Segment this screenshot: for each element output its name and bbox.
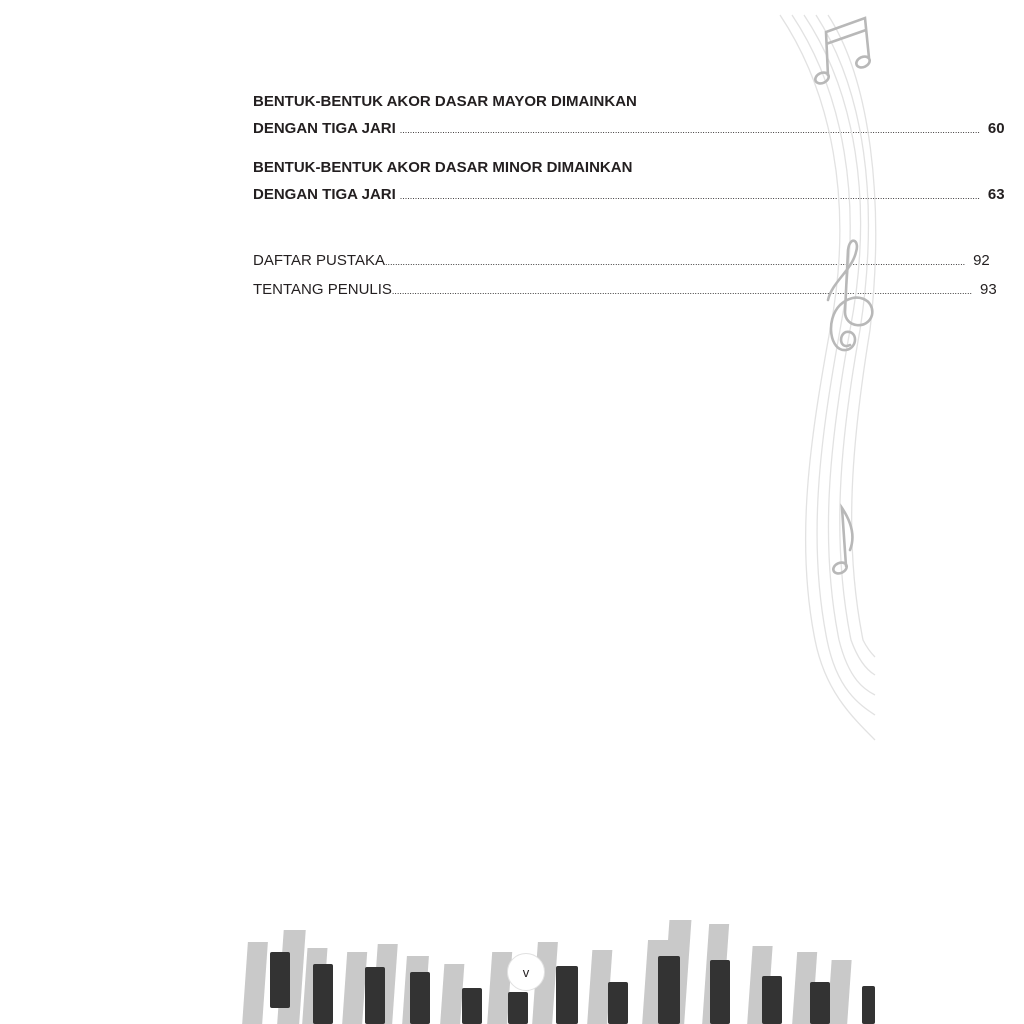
toc-entry-title-cont: DENGAN TIGA JARI	[253, 186, 396, 203]
toc-entry-tentang-penulis[interactable]	[253, 276, 997, 305]
dot-leader: ........................................................................................................................................................................................................................................	[399, 191, 980, 201]
toc-entry-title: BENTUK-BENTUK AKOR DASAR MINOR DIMAINKAN	[253, 159, 633, 176]
toc-entry-daftar-pustaka[interactable]	[253, 247, 990, 276]
toc-page-number: 92	[973, 252, 990, 269]
toc-page-number: 93	[980, 281, 997, 298]
table-of-contents	[253, 88, 1005, 305]
page-number-badge	[507, 953, 545, 991]
page-number: v	[522, 964, 530, 980]
toc-entry-major-chords[interactable]	[253, 88, 1005, 144]
toc-entry-title: BENTUK-BENTUK AKOR DASAR MAYOR DIMAINKAN	[253, 93, 637, 110]
music-staff-notes-icon	[770, 0, 875, 740]
toc-page-number: 60	[987, 120, 1005, 137]
toc-entry-title: DAFTAR PUSTAKA	[253, 252, 385, 269]
piano-keys-icon	[250, 912, 875, 1024]
dot-leader: ........................................................................................................................................................................................................................................	[399, 125, 980, 135]
book-page	[150, 0, 1005, 1024]
toc-entry-minor-chords[interactable]	[253, 154, 1005, 210]
toc-page-number: 63	[987, 186, 1005, 203]
toc-entry-title-cont: DENGAN TIGA JARI	[253, 120, 396, 137]
dot-leader: ........................................................................................................................................................................................................................................	[384, 257, 966, 267]
toc-entry-title: TENTANG PENULIS	[253, 281, 392, 298]
dot-leader: ........................................................................................................................................................................................................................................	[391, 286, 973, 296]
